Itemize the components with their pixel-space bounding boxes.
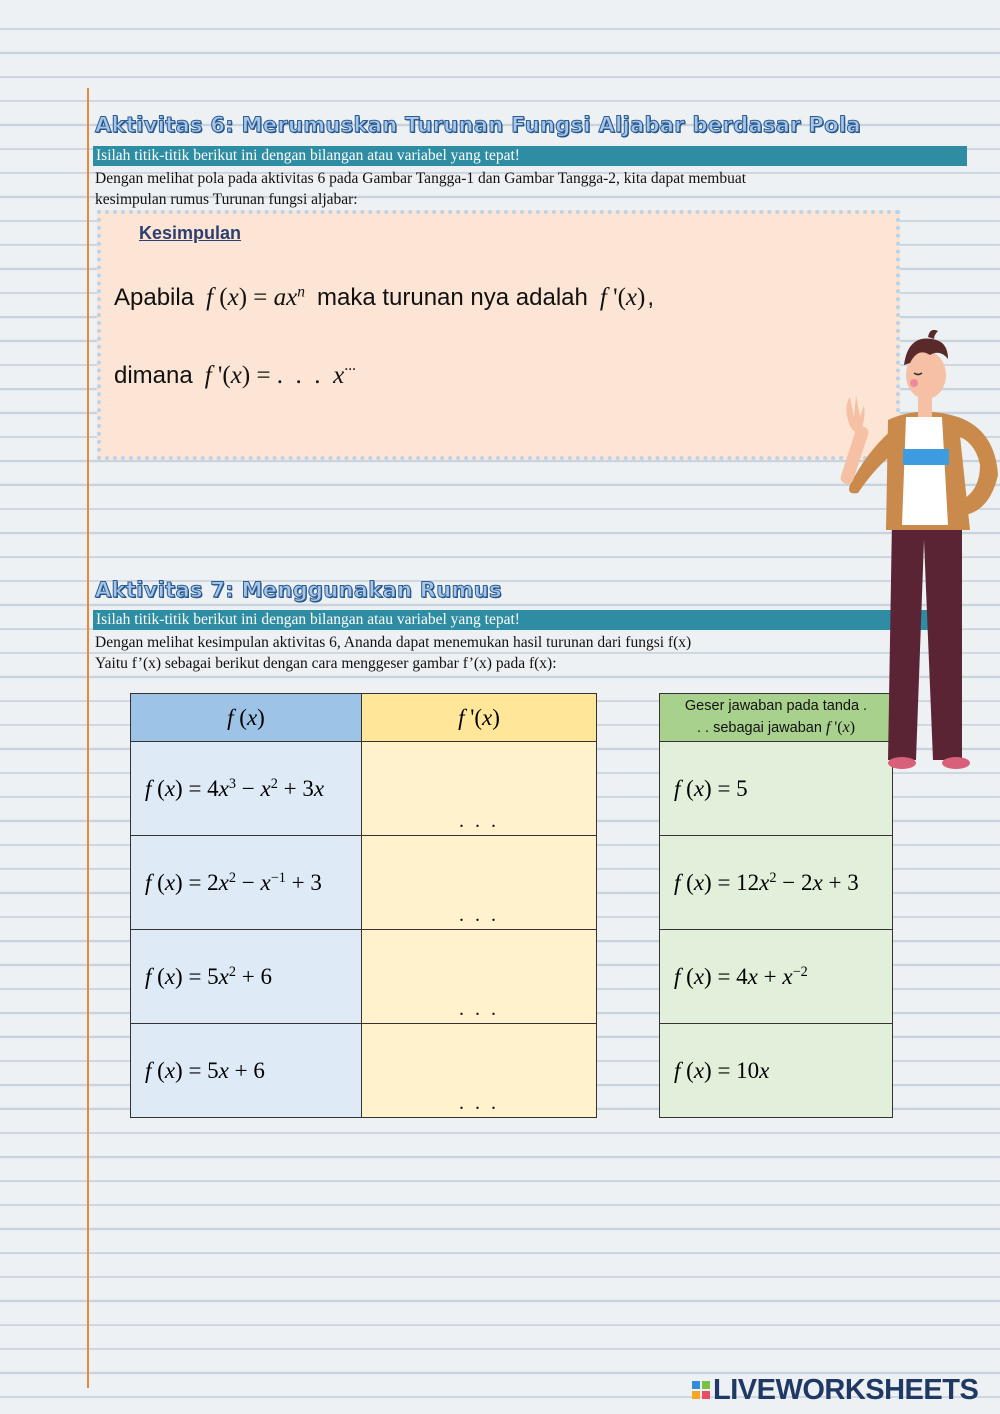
blank-dots: . . . [459,904,499,926]
formula-fprime-blank: f '(x) = . . . x··· [204,361,356,389]
activity7-title: Aktivitas 7: Menggunakan Rumus [95,578,502,602]
function-cell: f $(x) = 4x^3 - x^2 + 3x$ [131,742,362,836]
answer-panel-header-line1: Geser jawaban pada tanda . [684,698,868,714]
draggable-answer[interactable]: f $(x) = 4x + x^{-2}$ [660,930,893,1024]
table-row [131,930,597,1024]
activity7-description-line1: Dengan melihat kesimpulan aktivitas 6, Ananda dapat menemukan hasil turunan dari fungsi f(x) [95,634,692,651]
answer-drop-slot[interactable] [362,836,597,930]
formula-fx-axn: f $(x) = ax^n$ [206,283,305,311]
conclusion-heading: Kesimpulan [139,223,242,243]
header-fprime-x: f '(x) [362,694,597,742]
formula-fprime-x: f '(x) [599,284,646,311]
answer-panel-header-line2: . . sebagai jawaban [696,720,822,736]
liveworksheets-logo-text: LIVEWORKSHEETS [713,1373,979,1406]
header-fx: f (x) [131,694,362,742]
conclusion-text-dimana: dimana [114,362,193,389]
notebook-margin-line [87,88,89,1388]
answer-drop-slot[interactable] [362,742,597,836]
draggable-answer[interactable]: f $(x) = 12x^2 - 2x + 3$ [660,836,893,930]
conclusion-text-maka: maka turunan nya adalah [317,284,588,311]
conclusion-text-apabila: Apabila [114,284,195,311]
function-cell: f $(x) = 5x^2 + 6$ [131,930,362,1024]
activity6-description-line2: kesimpulan rumus Turunan fungsi aljabar: [95,191,358,208]
liveworksheets-logo [692,1374,978,1406]
function-cell: f (x) = 5x + 6 [131,1024,362,1118]
table-row [131,1024,597,1118]
activity7-description-line2: Yaitu f’(x) sebagai berikut dengan cara menggeser gambar f’(x) pada f(x): [95,655,557,672]
activity6-title: Aktivitas 6: Merumuskan Turunan Fungsi Aljabar berdasar Pola [95,113,861,137]
answer-drop-slot[interactable] [362,1024,597,1118]
conclusion-line-1 [114,284,654,312]
table-row [131,836,597,930]
function-cell: f $(x) = 2x^2 - x^{-1} + 3$ [131,836,362,930]
draggable-answer[interactable]: f (x) = 5 [660,742,893,836]
conclusion-comma: , [647,284,655,311]
activity6-instruction-bar: Isilah titik-titik berikut ini dengan bilangan atau variabel yang tepat! [93,146,967,166]
formula-fprime-x-small: f '(x) [825,719,856,736]
blank-dots: . . . [459,810,499,832]
blank-dots: . . . [459,1092,499,1114]
table-row [131,742,597,836]
derivative-table [130,693,597,1118]
activity7-instruction-bar: Isilah titik-titik berikut ini dengan bilangan atau variabel yang tepat! [93,610,936,630]
activity6-description-line1: Dengan melihat pola pada aktivitas 6 pada Gambar Tangga-1 dan Gambar Tangga-2, kita dapat membuat [95,170,747,187]
conclusion-box [97,210,900,460]
draggable-answer[interactable]: f (x) = 10x [660,1024,893,1118]
blank-dots: . . . [459,998,499,1020]
liveworksheets-logo-icon [692,1381,710,1399]
conclusion-line-2 [114,362,368,390]
teacher-illustration [830,325,1000,775]
answer-drop-slot[interactable] [362,930,597,1024]
